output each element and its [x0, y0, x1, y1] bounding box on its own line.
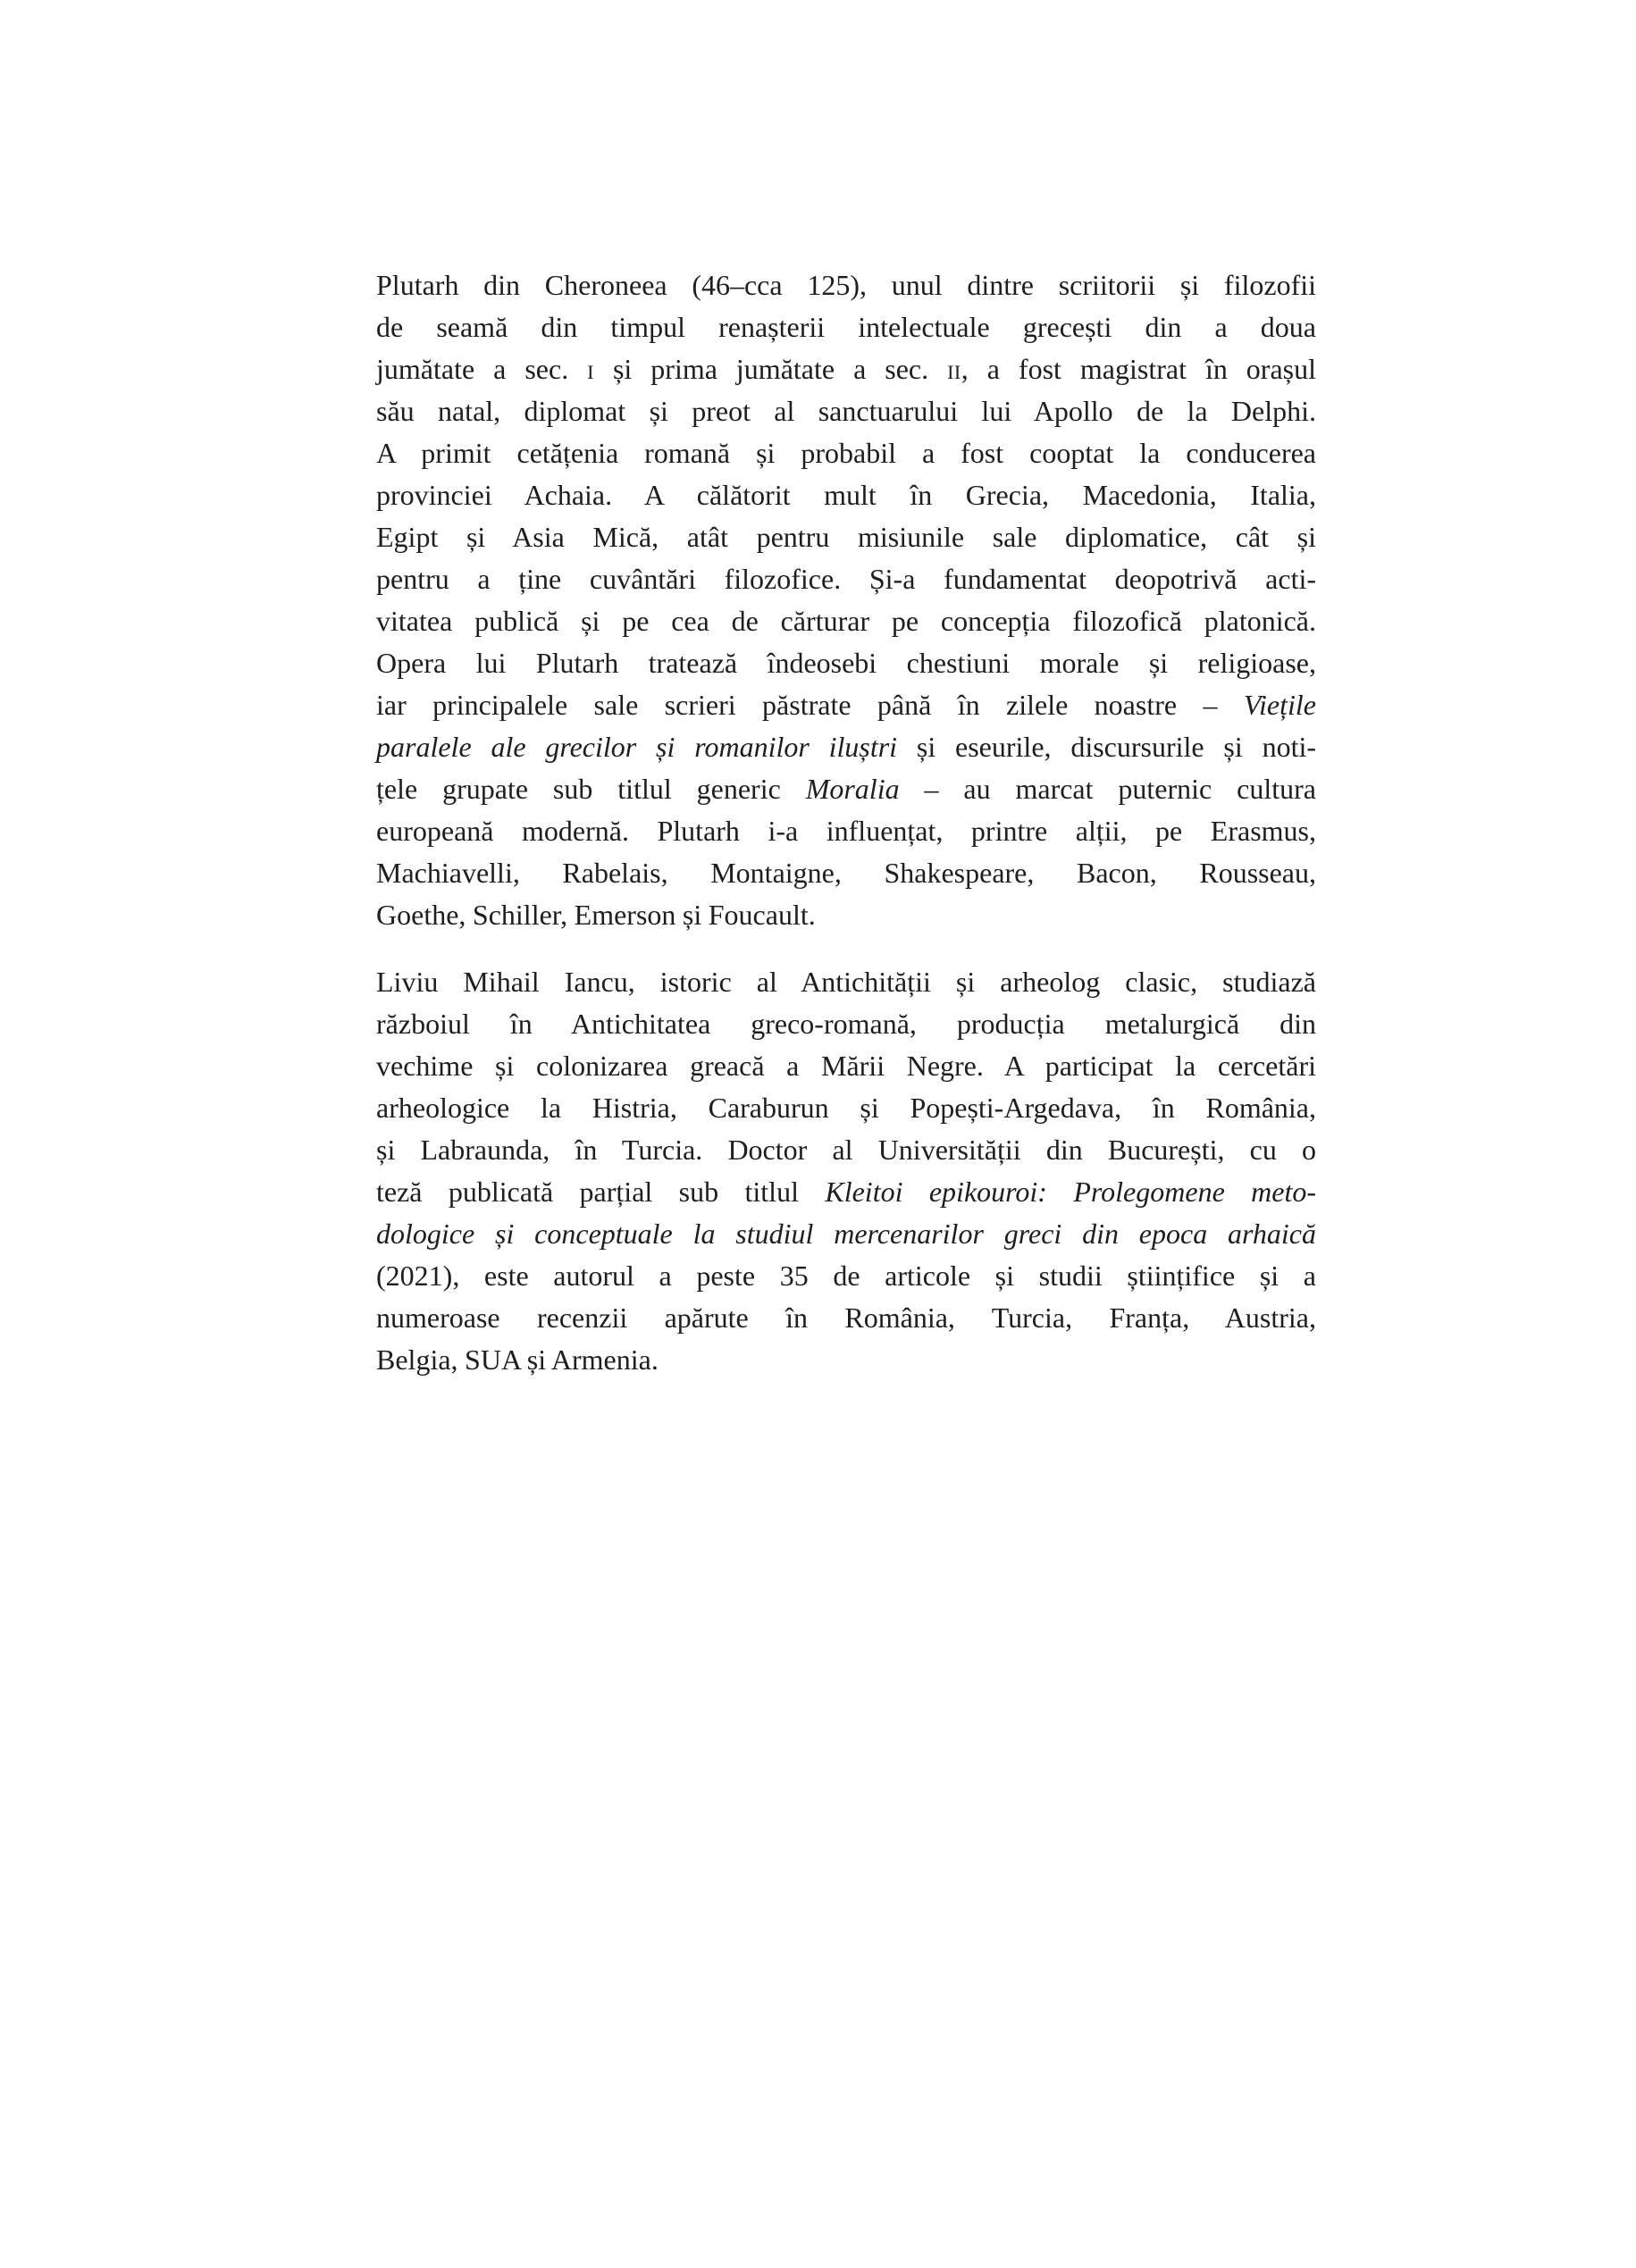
- text-segment: și prima jumătate a sec.: [594, 353, 948, 385]
- author-bio-paragraph: [376, 961, 1316, 1381]
- text-segment: , a fost magistrat în orașul: [961, 353, 1317, 385]
- biography-text-block: [376, 264, 1316, 1381]
- text-line: [376, 348, 1316, 390]
- text-segment: Plutarh din Cheroneea (46–cca 125), unul dintre scriitorii și filozofii: [376, 269, 1316, 301]
- text-line: [376, 474, 1316, 516]
- text-segment: său natal, diplomat și preot al sanctuarului lui Apollo de la Delphi.: [376, 395, 1316, 427]
- text-segment: teză publicată parțial sub titlul: [376, 1176, 826, 1208]
- text-segment: Opera lui Plutarh tratează îndeosebi chestiuni morale și religioase,: [376, 647, 1316, 679]
- text-segment: și eseurile, discursurile și noti-: [897, 731, 1317, 763]
- text-segment: numeroase recenzii apărute în România, Turcia, Franța, Austria,: [376, 1301, 1316, 1334]
- text-segment: provinciei Achaia. A călătorit mult în Grecia, Macedonia, Italia,: [376, 479, 1316, 511]
- text-line: [376, 1255, 1316, 1297]
- plutarch-bio-paragraph: [376, 264, 1316, 936]
- text-segment: pentru a ține cuvântări filozofice. Și-a fundamentat deopotrivă acti-: [376, 563, 1316, 595]
- text-segment: de seamă din timpul renașterii intelectuale grecești din a doua: [376, 311, 1316, 343]
- text-line: [376, 1129, 1316, 1171]
- italic-text-segment: dologice și conceptuale la studiul mercenarilor greci din epoca arhaică: [376, 1218, 1316, 1250]
- text-line: [376, 516, 1316, 558]
- text-line: [376, 642, 1316, 684]
- text-line: [376, 1339, 1316, 1381]
- text-segment: Belgia, SUA și Armenia.: [376, 1343, 659, 1376]
- text-segment: vitatea publică și pe cea de cărturar pe concepția filozofică platonică.: [376, 605, 1316, 637]
- text-line: [376, 1087, 1316, 1129]
- smallcaps-text-segment: i: [587, 353, 594, 385]
- text-line: [376, 961, 1316, 1003]
- text-segment: vechime și colonizarea greacă a Mării Negre. A participat la cercetări: [376, 1050, 1316, 1082]
- text-segment: Goethe, Schiller, Emerson și Foucault.: [376, 899, 816, 931]
- text-segment: Liviu Mihail Iancu, istoric al Antichității și arheolog clasic, studiază: [376, 966, 1316, 998]
- text-line: [376, 852, 1316, 894]
- text-segment: Machiavelli, Rabelais, Montaigne, Shakespeare, Bacon, Rousseau,: [376, 857, 1316, 889]
- text-line: [376, 264, 1316, 306]
- text-line: [376, 600, 1316, 642]
- italic-text-segment: paralele ale grecilor și romanilor iluștri: [376, 731, 898, 763]
- text-line: [376, 1297, 1316, 1339]
- text-segment: – au marcat puternic cultura: [899, 773, 1317, 805]
- text-line: [376, 1213, 1316, 1255]
- text-segment: țele grupate sub titlul generic: [376, 773, 806, 805]
- text-segment: și Labraunda, în Turcia. Doctor al Universității din București, cu o: [376, 1134, 1316, 1166]
- text-segment: iar principalele sale scrieri păstrate până în zilele noastre –: [376, 689, 1244, 721]
- smallcaps-text-segment: ii: [947, 353, 961, 385]
- text-line: [376, 1171, 1316, 1213]
- italic-text-segment: Moralia: [805, 773, 900, 805]
- text-line: [376, 432, 1316, 474]
- text-line: [376, 558, 1316, 600]
- text-line: [376, 768, 1316, 810]
- text-segment: războiul în Antichitatea greco-romană, producția metalurgică din: [376, 1008, 1316, 1040]
- text-line: [376, 1045, 1316, 1087]
- text-segment: arheologice la Histria, Caraburun și Popești-Argedava, în România,: [376, 1092, 1316, 1124]
- text-line: [376, 810, 1316, 852]
- text-segment: europeană modernă. Plutarh i-a influențat, printre alții, pe Erasmus,: [376, 815, 1316, 847]
- text-line: [376, 390, 1316, 432]
- text-segment: A primit cetățenia romană și probabil a fost cooptat la conducerea: [376, 437, 1316, 469]
- text-segment: jumătate a sec.: [376, 353, 588, 385]
- italic-text-segment: Kleitoi epikouroi: Prolegomene meto-: [825, 1176, 1317, 1208]
- text-segment: Egipt și Asia Mică, atât pentru misiunile sale diplomatice, cât și: [376, 521, 1316, 553]
- text-line: [376, 726, 1316, 768]
- text-line: [376, 1003, 1316, 1045]
- text-line: [376, 894, 1316, 936]
- text-line: [376, 684, 1316, 726]
- text-line: [376, 306, 1316, 348]
- italic-text-segment: Viețile: [1243, 689, 1316, 721]
- text-segment: (2021), este autorul a peste 35 de articole și studii științifice și a: [376, 1260, 1316, 1292]
